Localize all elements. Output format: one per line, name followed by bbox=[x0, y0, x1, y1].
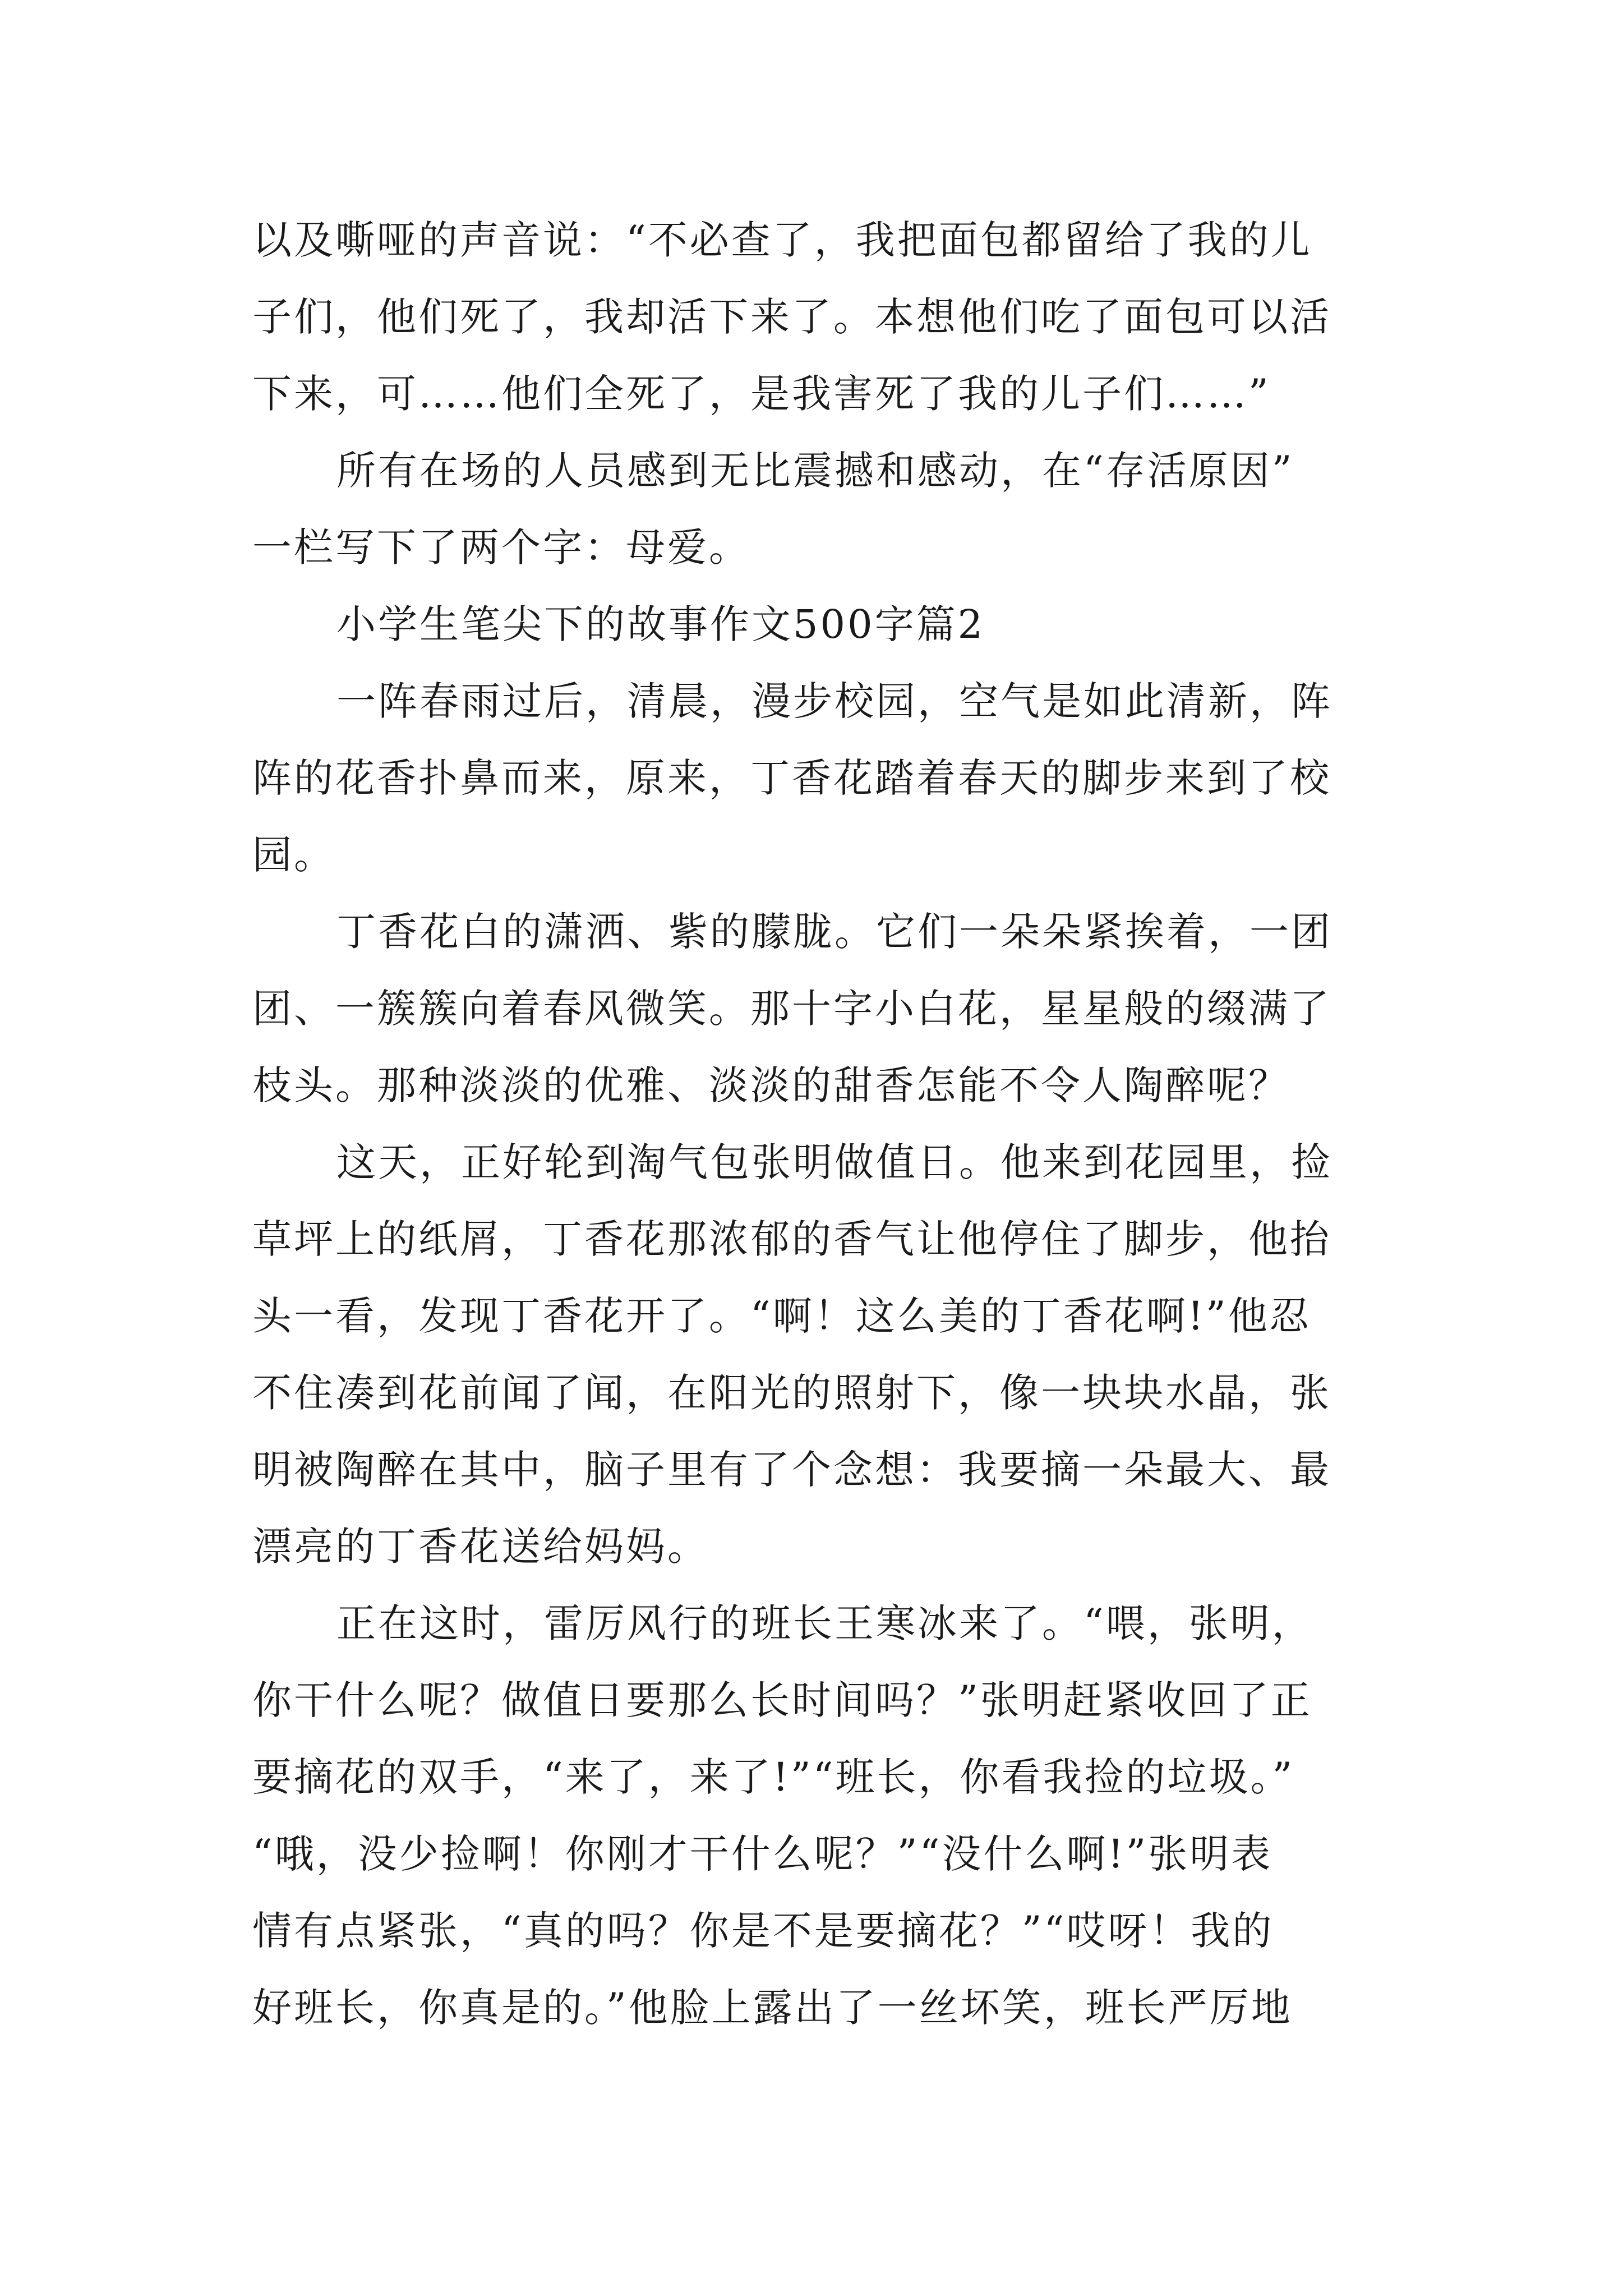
text-line: 以及嘶哑的声音说：“不必查了，我把面包都留给了我的儿 bbox=[252, 217, 1312, 263]
paragraph-start-line: 正在这时，雷厉风行的班长王寒冰来了。“喂，张明， bbox=[336, 1600, 1313, 1646]
text-line: 园。 bbox=[252, 832, 335, 878]
text-line: 不住凑到花前闻了闻，在阳光的照射下，像一块块水晶，张 bbox=[252, 1370, 1331, 1416]
paragraph-start-line: 这天，正好轮到淘气包张明做值日。他来到花园里，捡 bbox=[336, 1139, 1332, 1185]
text-line: 子们，他们死了，我却活下来了。本想他们吃了面包可以活 bbox=[252, 294, 1331, 340]
text-line: 好班长，你真是的。”他脸上露出了一丝坏笑，班长严厉地 bbox=[252, 1985, 1293, 2031]
text-line: 草坪上的纸屑，丁香花那浓郁的香气让他停住了脚步，他抬 bbox=[252, 1216, 1331, 1262]
paragraph-start-line: 所有在场的人员感到无比震撼和感动，在“存活原因” bbox=[336, 448, 1294, 494]
text-line: “哦，没少捡啊！你刚才干什么呢？”“没什么啊!”张明表 bbox=[252, 1831, 1273, 1877]
paragraph-start-line: 一阵春雨过后，清晨，漫步校园，空气是如此清新，阵 bbox=[336, 678, 1332, 724]
text-line: 要摘花的双手，“来了，来了!”“班长，你看我捡的垃圾。” bbox=[252, 1754, 1295, 1800]
text-line: 下来，可……他们全死了，是我害死了我的儿子们……” bbox=[252, 371, 1271, 417]
paragraph-start-line: 丁香花白的潇洒、紫的朦胧。它们一朵朵紧挨着，一团 bbox=[336, 909, 1332, 955]
text-line: 情有点紧张，“真的吗？你是不是要摘花？”“哎呀！我的 bbox=[252, 1908, 1274, 1954]
text-line: 一栏写下了两个字：母爱。 bbox=[252, 524, 750, 570]
text-line: 头一看，发现丁香花开了。“啊！这么美的丁香花啊!”他忍 bbox=[252, 1293, 1311, 1339]
text-line: 阵的花香扑鼻而来，原来，丁香花踏着春天的脚步来到了校 bbox=[252, 755, 1331, 801]
text-line: 团、一簇簇向着春风微笑。那十字小白花，星星般的缀满了 bbox=[252, 986, 1331, 1032]
text-line: 明被陶醉在其中，脑子里有了个念想：我要摘一朵最大、最 bbox=[252, 1447, 1331, 1493]
text-line: 漂亮的丁香花送给妈妈。 bbox=[252, 1524, 709, 1570]
text-line: 你干什么呢？做值日要那么长时间吗？”张明赶紧收回了正 bbox=[252, 1677, 1312, 1723]
text-line: 枝头。那种淡淡的优雅、淡淡的甜香怎能不令人陶醉呢？ bbox=[252, 1062, 1290, 1108]
article-body bbox=[252, 202, 1396, 2046]
section-heading: 小学生笔尖下的故事作文500字篇2 bbox=[336, 601, 985, 647]
